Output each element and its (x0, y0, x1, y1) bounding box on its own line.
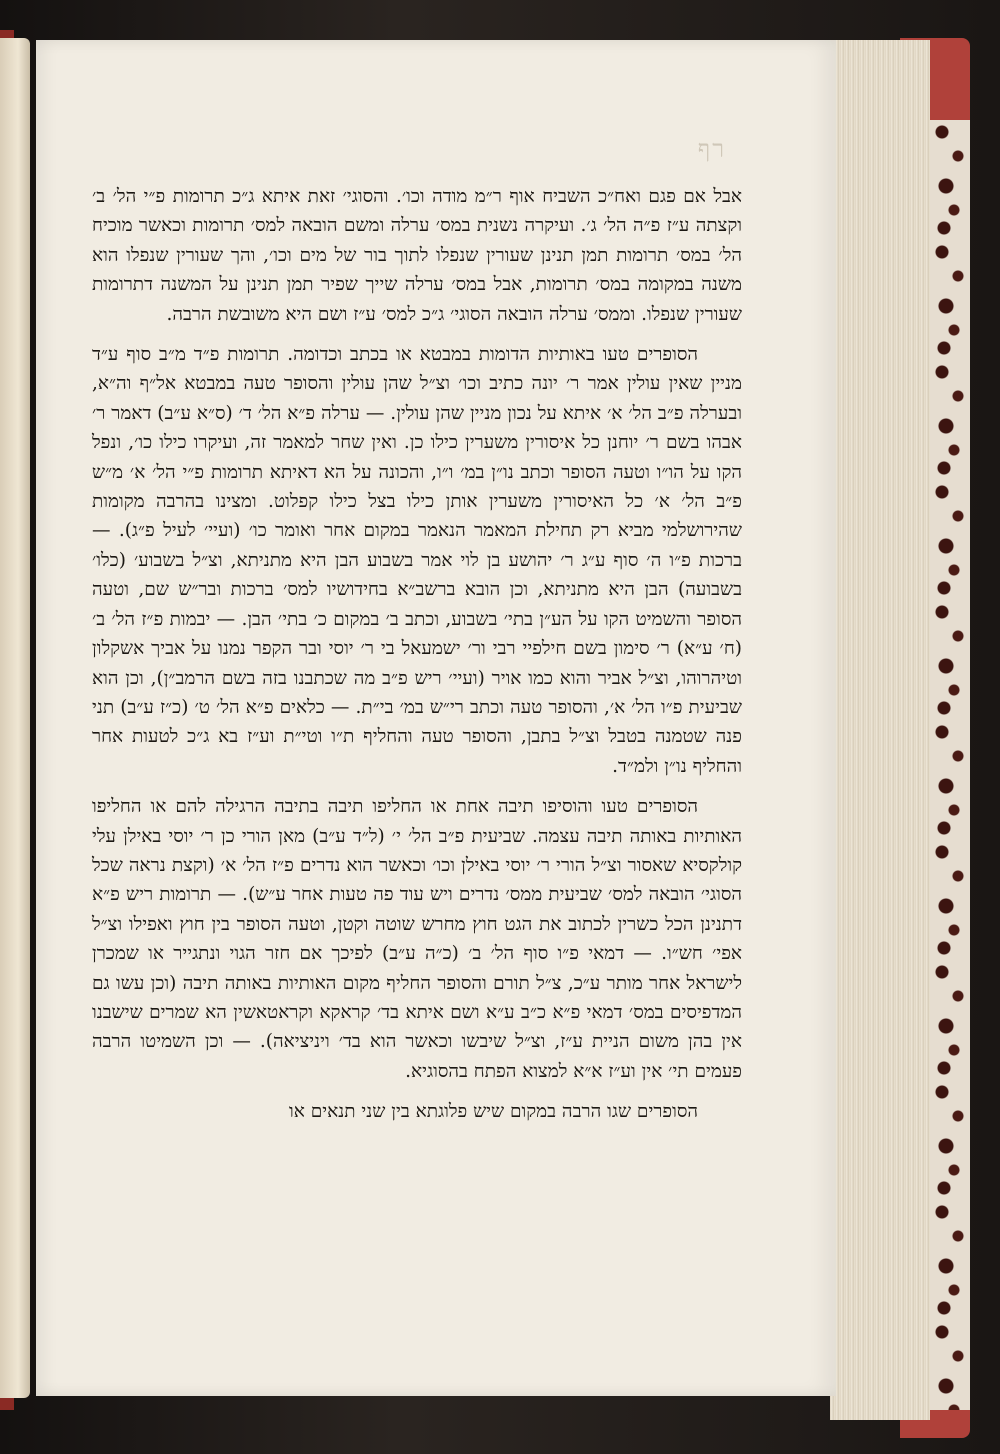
paragraph-3: הסופרים טעו והוסיפו תיבה אחת או החליפו תיבה בתיבה הרגילה להם או החליפו האותיות באותה תיבה עצמה. שביעית פ״ב הל׳ י׳ (ל״ד ע״ב) מאן הורי כן ר׳ יוסי באילן עלי קולקסיא שאסור וצ״ל הורי ר׳ יוסי באילן וכו׳ וכאשר הוא נדרים פ״ז הל׳ א׳ (וקצת נראה שכל הסוגי׳ הובאה למס׳ שביעית ממס׳ נדרים ויש עוד פה טעות אחר ע״ש). — תרומות ריש פ״א דתנינן הכל כשרין לכתוב את הגט חוץ מחרש שוטה וקטן, וטעה הסופר בין חוץ ואפילו וצ״ל אפי׳ חש״ו. — דמאי פ״ו סוף הל׳ ב׳ (כ״ה ע״ב) לפיכך אם חזר הגוי ונתגייר או שמכרן לישראל אחר מותר ע״כ, צ״ל תורם והסופר החליף מקום האותיות באותה תיבה (וכן עשו גם המדפיסים במס׳ דמאי פ״א כ״ב ע״א ושם איתא בד׳ קראקא וקראטאשין הא שמרים שישבנו אין בהן משום הניית ע״ז, וצ״ל שיבשו וכאשר הוא בד׳ ויניציאה). — וכן השמיטו הרבה פעמים תי׳ אין וע״ז א״א למצוא הפתח בהסוגיא. (92, 796, 742, 1082)
marbled-page-edges (930, 120, 970, 1410)
paragraph-4: הסופרים שגו הרבה במקום שיש פלוגתא בין שני תנאים או (289, 1101, 698, 1123)
paragraph-1: אבל אם פגם ואח״כ השביח אוף ר״מ מודה וכו׳. והסוגי׳ זאת איתא ג״כ תרומות פ״י הל׳ ב׳ וקצתה ע״ז פ״ה הל׳ ג׳. ועיקרה נשנית במס׳ ערלה ומשם הובאה למס׳ תרומות וכאשר מוכיח הל׳ במס׳ תרומות תמן תנינן שעורין שנפלו לתוך בור של מים וכו׳, והך שעורין שנפלו הוא משנה במקומה במס׳ תרומות, אבל במס׳ ערלה שייך שפיר תמן תנינן על המשנה דתרומות שעורין שנפלו. וממס׳ ערלה הובאה הסוגי׳ ג״כ למס׳ ע״ז ושם היא משובשת הרבה. (92, 186, 742, 325)
stacked-page-edges (830, 40, 930, 1420)
page-text (92, 182, 742, 1127)
book-page (36, 40, 836, 1396)
page-number: רף (697, 135, 726, 163)
left-page-edge (0, 38, 30, 1398)
paragraph-2: הסופרים טעו באותיות הדומות במבטא או בכתב וכדומה. תרומות פ״ד מ״ב סוף ע״ד מניין שאין עולין אמר ר׳ יונה כתיב וכו׳ וצ״ל שהן עולין והסופר טעה במבטא אל״ף וה״א, ובערלה פ״ב הל׳ א׳ איתא על נכון מניין שהן עולין. — ערלה פ״א הל׳ ד׳ (ס״א ע״ב) דאמר ר׳ אבהו בשם ר׳ יוחנן כל איסורין משערין כילו כן. ואין שחר למאמר זה, ועיקרו כילו כו׳, ונפל הקו על הו״ו וטעה הסופר וכתב נו״ן במ׳ ו״ו, והכונה על הא דאיתא תרומות פ״י הל׳ א׳ מ״ש פ״ב הל׳ א׳ כל האיסורין משערין אותן כילו בצל כילו קפלוט. ומצינו בהרבה מקומות שהירושלמי מביא רק תחילת המאמר הנאמר במקום אחר ואומר כו׳ (ועיי׳ לעיל פ״ג). — ברכות פ״ו ה׳ סוף ע״ג ר׳ יהושע בן לוי אמר בשבוע הבן היא מתניתא, וצ״ל בשבוע׳ (כלו׳ בשבועה) הבן היא מתניתא, וכן הובא ברשב״א בחידושיו למס׳ ברכות ובר״ש שם, וטעה הסופר והשמיט הקו על הע״ן בתי׳ בשבוע, וכתב ב׳ במקום כ׳ בתי׳ הבן. — יבמות פ״ז הל׳ ב׳ (ח׳ ע״א) ר׳ סימון בשם חילפיי רבי ור׳ ישמעאל בי ר׳ יוסי ובר הקפר נמנו על אביך אשקלון וטיהרוהו, וצ״ל אביר והוא כמו אויר (ועיי׳ ריש פ״ב מה שכתבנו בזה בשם הרמב״ן), וכן הוא שביעית פ״ו הל׳ א׳, והסופר טעה וכתב רי״ש במ׳ בי״ת. — כלאים פ״א הל׳ ט׳ (כ״ז ע״ב) תני פנה שטמנה בטבל וצ״ל בתבן, והסופר טעה והחליף ת״ו וטי״ת וע״ז בא ג״כ לטעות אחר והחליף נו״ן ולמ״ד. (92, 344, 742, 777)
